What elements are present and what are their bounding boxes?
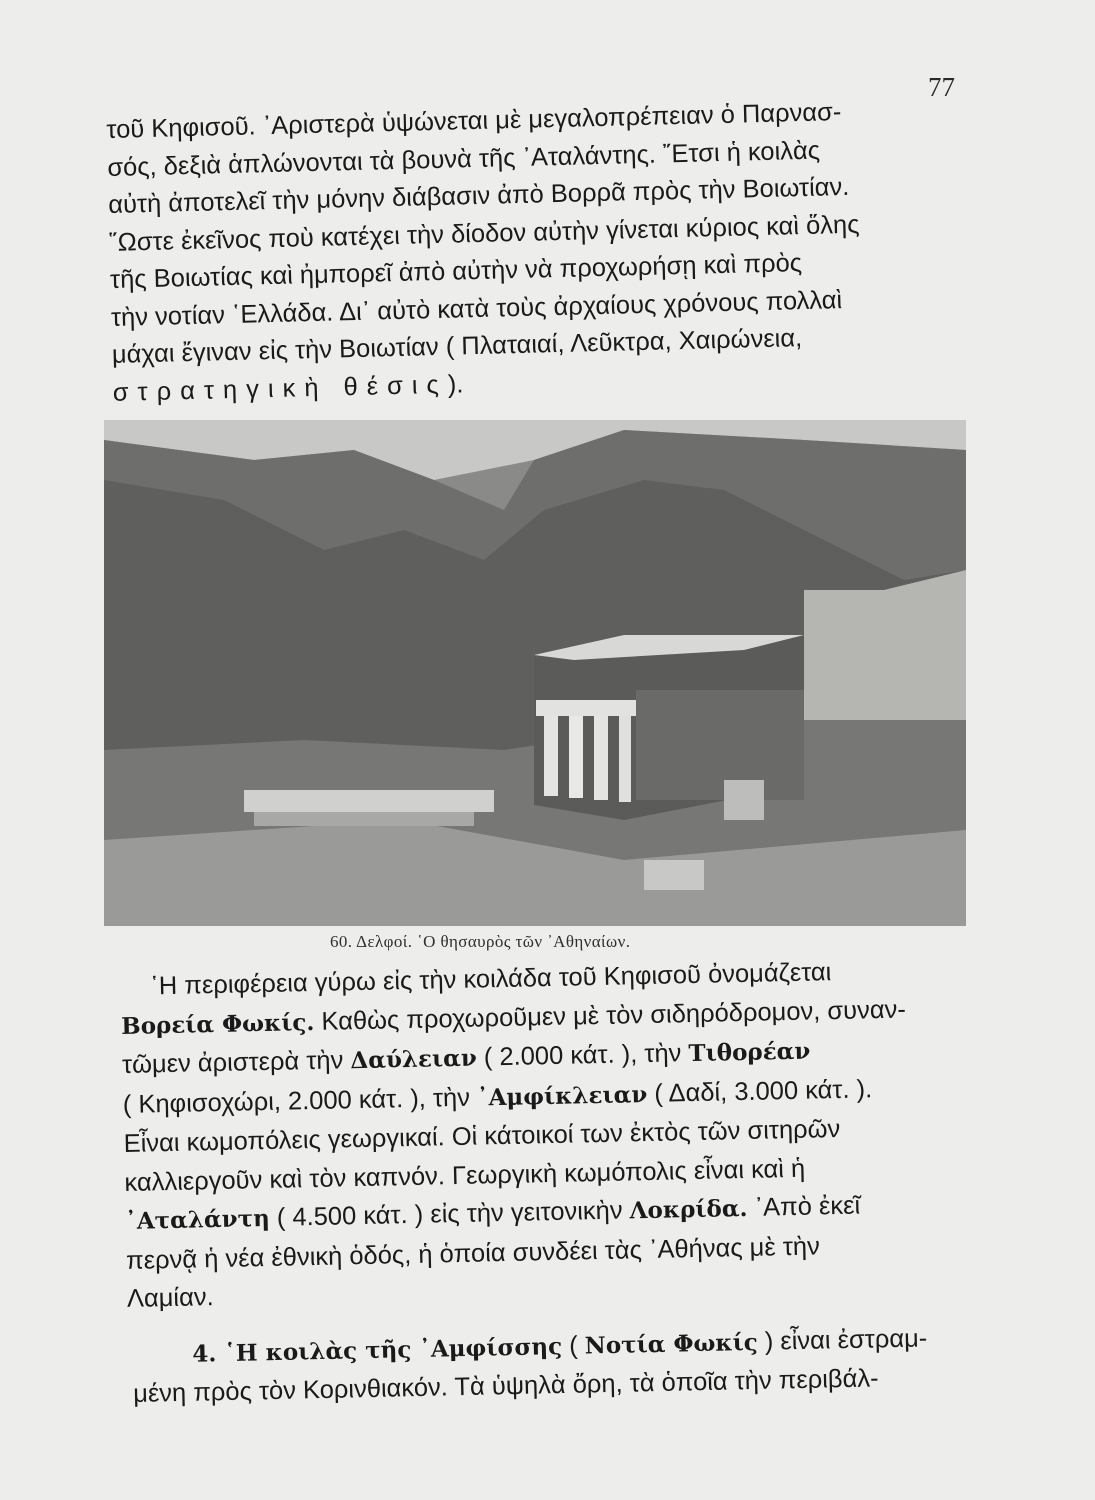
- text-line: μένη πρὸς τὸν Κορινθιακόν. Τὰ ὑψηλὰ ὄρη, τὰ ὁποῖα τὴν περιβάλ-: [132, 1364, 879, 1408]
- text-line: καλλιεργοῦν καὶ τὸν καπνόν. Γεωργικὴ κωμόπολις εἶναι καὶ ἡ: [124, 1154, 806, 1197]
- photo-caption: 60. Δελφοί. ῾Ο θησαυρὸς τῶν ᾿Αθηναίων.: [330, 932, 631, 951]
- bold-term: ᾿Αμφίκλειαν: [476, 1080, 648, 1112]
- paragraph-amfissa-valley: [132, 1318, 1003, 1414]
- text-run: ) εἶναι ἐστραμ-: [757, 1324, 928, 1356]
- text-line: ῾Η περιφέρεια γύρω εἰς τὴν κοιλάδα τοῦ Κηφισοῦ ὀνομάζεται: [150, 958, 832, 1001]
- page-number: 77: [928, 72, 955, 102]
- bold-term: Βορεία Φωκίς.: [120, 1008, 315, 1040]
- bold-term: Δαύλειαν: [350, 1044, 478, 1075]
- text-run: ( Κηφισοχώρι, 2.000 κάτ. ), τὴν: [122, 1083, 478, 1119]
- delphi-treasury-photo: [104, 420, 966, 926]
- text-line: αὐτὴ ἀποτελεῖ τὴν μόνην διάβασιν ἀπὸ Βορρᾶ πρὸς τὴν Βοιωτίαν.: [107, 172, 850, 219]
- bold-term: Νοτία Φωκίς: [584, 1328, 758, 1360]
- text-line: περνᾷ ἡ νέα ἐθνικὴ ὁδός, ἡ ὁποία συνδέει τὰς ᾿Αθήνας μὲ τὴν: [125, 1231, 821, 1275]
- paragraph-kifisos-valley: [106, 90, 993, 411]
- text-line: Λαμίαν.: [126, 1283, 214, 1313]
- text-line: ῞Ωστε ἐκεῖνος ποὺ κατέχει τὴν δίοδον αὐτὴν γίνεται κύριος καὶ ὅλης: [108, 210, 860, 257]
- line-end: ).: [447, 369, 464, 399]
- bold-term: ᾿Αταλάντη: [125, 1204, 271, 1235]
- text-line: τῆς Βοιωτίας καὶ ἠμπορεῖ ἀπὸ αὐτὴν νὰ προχωρήσῃ καὶ πρὸς: [109, 249, 803, 294]
- text-run: τῶμεν ἀριστερὰ τὴν: [121, 1046, 351, 1079]
- paragraph-north-phocis: [120, 950, 1007, 1319]
- text-line: Εἶναι κωμοπόλεις γεωργικαί. Οἱ κάτοικοί των ἐκτὸς τῶν σιτηρῶν: [123, 1114, 841, 1158]
- spaced-emphasis: στρατηγικὴ θέσις: [112, 370, 449, 407]
- bold-term: Τιθορέαν: [688, 1037, 811, 1068]
- text-run: ᾿Απὸ ἐκεῖ: [747, 1191, 861, 1222]
- text-run: ( 4.500 κάτ. ) εἰς τὴν γειτονικὴν: [269, 1196, 630, 1232]
- bold-heading: 4. ῾Η κοιλὰς τῆς ᾿Αμφίσσης: [192, 1332, 563, 1368]
- photo-illustration: [104, 420, 966, 926]
- text-line: τοῦ Κηφισοῦ. ᾿Αριστερὰ ὑψώνεται μὲ μεγαλοπρέπειαν ὁ Παρνασ-: [106, 98, 842, 144]
- text-line: τὴν νοτίαν ῾Ελλάδα. Δι᾿ αὐτὸ κατὰ τοὺς ἀρχαίους χρόνους πολλαὶ: [110, 285, 843, 332]
- bold-term: Λοκρίδα.: [629, 1194, 748, 1225]
- text-run: Καθὼς προχωροῦμεν μὲ τὸν σιδηρόδρομον, συναν-: [314, 995, 907, 1036]
- text-run: ( 2.000 κάτ. ), τὴν: [476, 1039, 689, 1072]
- text-line: σός, δεξιὰ ἁπλώνονται τὰ βουνὰ τῆς ᾿Αταλάντης. ῎Ετσι ἡ κοιλὰς: [107, 136, 821, 182]
- text-line: μάχαι ἔγιναν εἰς τὴν Βοιωτίαν ( Πλαταιαί, Λεῦκτρα, Χαιρώνεια,: [111, 324, 803, 369]
- text-run: (: [561, 1331, 586, 1360]
- text-run: ( Δαδί, 3.000 κάτ. ).: [646, 1074, 873, 1108]
